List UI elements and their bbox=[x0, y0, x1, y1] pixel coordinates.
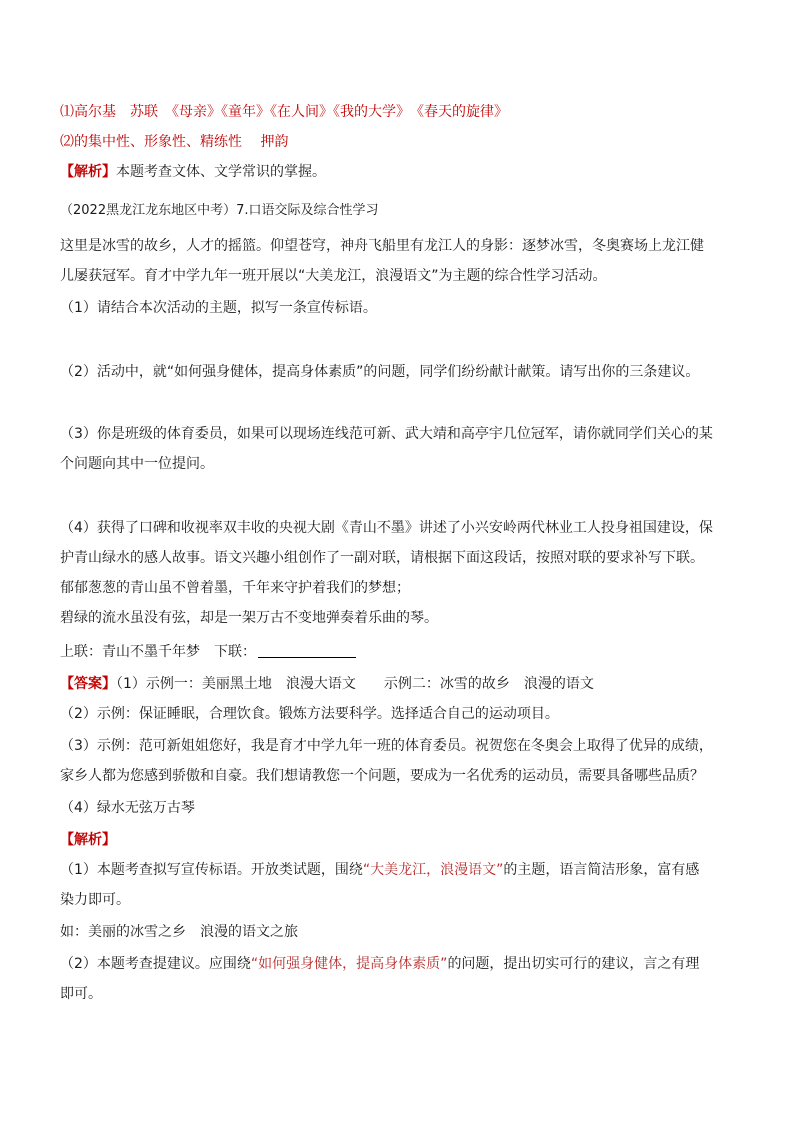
prev-answer-2: ⑵的集中性、形象性、精练性 押韵 bbox=[60, 134, 289, 150]
answer-2: （2）示例：保证睡眠，合理饮食。锻炼方法要科学。选择适合自己的运动项目。 bbox=[60, 706, 559, 722]
question-title: 7.口语交际及综合性学习 bbox=[236, 203, 379, 218]
couplet-upper: 上联：青山不墨千年梦 下联： bbox=[60, 644, 256, 660]
question-2: （2）活动中，就“如何强身健体，提高身体素质”的问题，同学们纷纷献计献策。请写出你的三条建议。 bbox=[60, 364, 700, 380]
answer-4: （4）绿水无弦万古琴 bbox=[60, 800, 195, 816]
analysis-2-post: 的问题，提出切实可行的建议，言之有理 bbox=[447, 956, 700, 972]
question-4-line-2: 护青山绿水的感人故事。语文兴趣小组创作了一副对联，请根据下面这段话，按照对联的要求补写下联。 bbox=[60, 550, 704, 566]
question-4-line-4: 碧绿的流水虽没有弦，却是一架万古不变地弹奏着乐曲的琴。 bbox=[60, 610, 438, 626]
question-4-line-3: 郁郁葱葱的青山虽不曾着墨，千年来守护着我们的梦想； bbox=[60, 580, 410, 596]
answer-3-line-2: 家乡人都为您感到骄傲和自豪。我们想请教您一个问题，要成为一名优秀的运动员，需要具备哪些品质？ bbox=[60, 768, 704, 784]
analysis-2-line-1 bbox=[60, 954, 754, 974]
question-3-line-2: 个问题向其中一位提问。 bbox=[60, 456, 214, 472]
question-3-line-1: （3）你是班级的体育委员，如果可以现场连线范可新、武大靖和高亭宇几位冠军，请你就同学们关心的某 bbox=[60, 426, 713, 442]
analysis-1-quote: “大美龙江，浪漫语文” bbox=[362, 862, 504, 878]
couplet-line bbox=[60, 642, 754, 662]
prev-analysis-text: 本题考查文体、文学常识的掌握。 bbox=[116, 164, 326, 180]
answer-blank bbox=[258, 643, 356, 658]
analysis-1-pre: （1）本题考查拟写宣传标语。开放类试题，围绕 bbox=[60, 862, 363, 878]
answer-tag: 【答案】 bbox=[60, 676, 116, 692]
answer-1: （1）示例一：美丽黑土地 浪漫大语文 示例二：冰雪的故乡 浪漫的语文 bbox=[116, 676, 594, 692]
question-heading bbox=[60, 200, 754, 221]
analysis-1-example: 如：美丽的冰雪之乡 浪漫的语文之旅 bbox=[60, 924, 298, 940]
analysis-2-pre: （2）本题考查提建议。应围绕 bbox=[60, 956, 251, 972]
intro-line-1: 这里是冰雪的故乡，人才的摇篮。仰望苍穹，神舟飞船里有龙江人的身影：逐梦冰雪，冬奥赛场上龙江健 bbox=[60, 238, 704, 254]
analysis-1-line-1 bbox=[60, 860, 754, 880]
prev-answer-1: ⑴高尔基 苏联 《母亲》《童年》《在人间》《我的大学》 《春天的旋律》 bbox=[60, 104, 508, 120]
question-source: （2022黑龙江龙东地区中考） bbox=[60, 203, 237, 218]
analysis-tag-2: 【解析】 bbox=[60, 832, 116, 848]
prev-analysis-line bbox=[60, 162, 754, 182]
analysis-1-line-2: 染力即可。 bbox=[60, 892, 130, 908]
analysis-1-post: 的主题，语言简洁形象，富有感 bbox=[503, 862, 700, 878]
analysis-tag: 【解析】 bbox=[60, 164, 116, 180]
analysis-2-line-2: 即可。 bbox=[60, 986, 102, 1002]
intro-line-2: 儿屡获冠军。育才中学九年一班开展以“大美龙江，浪漫语文”为主题的综合性学习活动。 bbox=[60, 268, 607, 284]
question-4-line-1: （4）获得了口碑和收视率双丰收的央视大剧《青山不墨》讲述了小兴安岭两代林业工人投身祖国建设，保 bbox=[60, 520, 713, 536]
answer-line-1 bbox=[60, 674, 754, 694]
analysis-2-quote: “如何强身健体，提高身体素质” bbox=[250, 956, 448, 972]
question-1: （1）请结合本次活动的主题，拟写一条宣传标语。 bbox=[60, 300, 377, 316]
answer-3-line-1: （3）示例：范可新姐姐您好，我是育才中学九年一班的体育委员。祝贺您在冬奥会上取得了优异的成绩， bbox=[60, 738, 713, 754]
